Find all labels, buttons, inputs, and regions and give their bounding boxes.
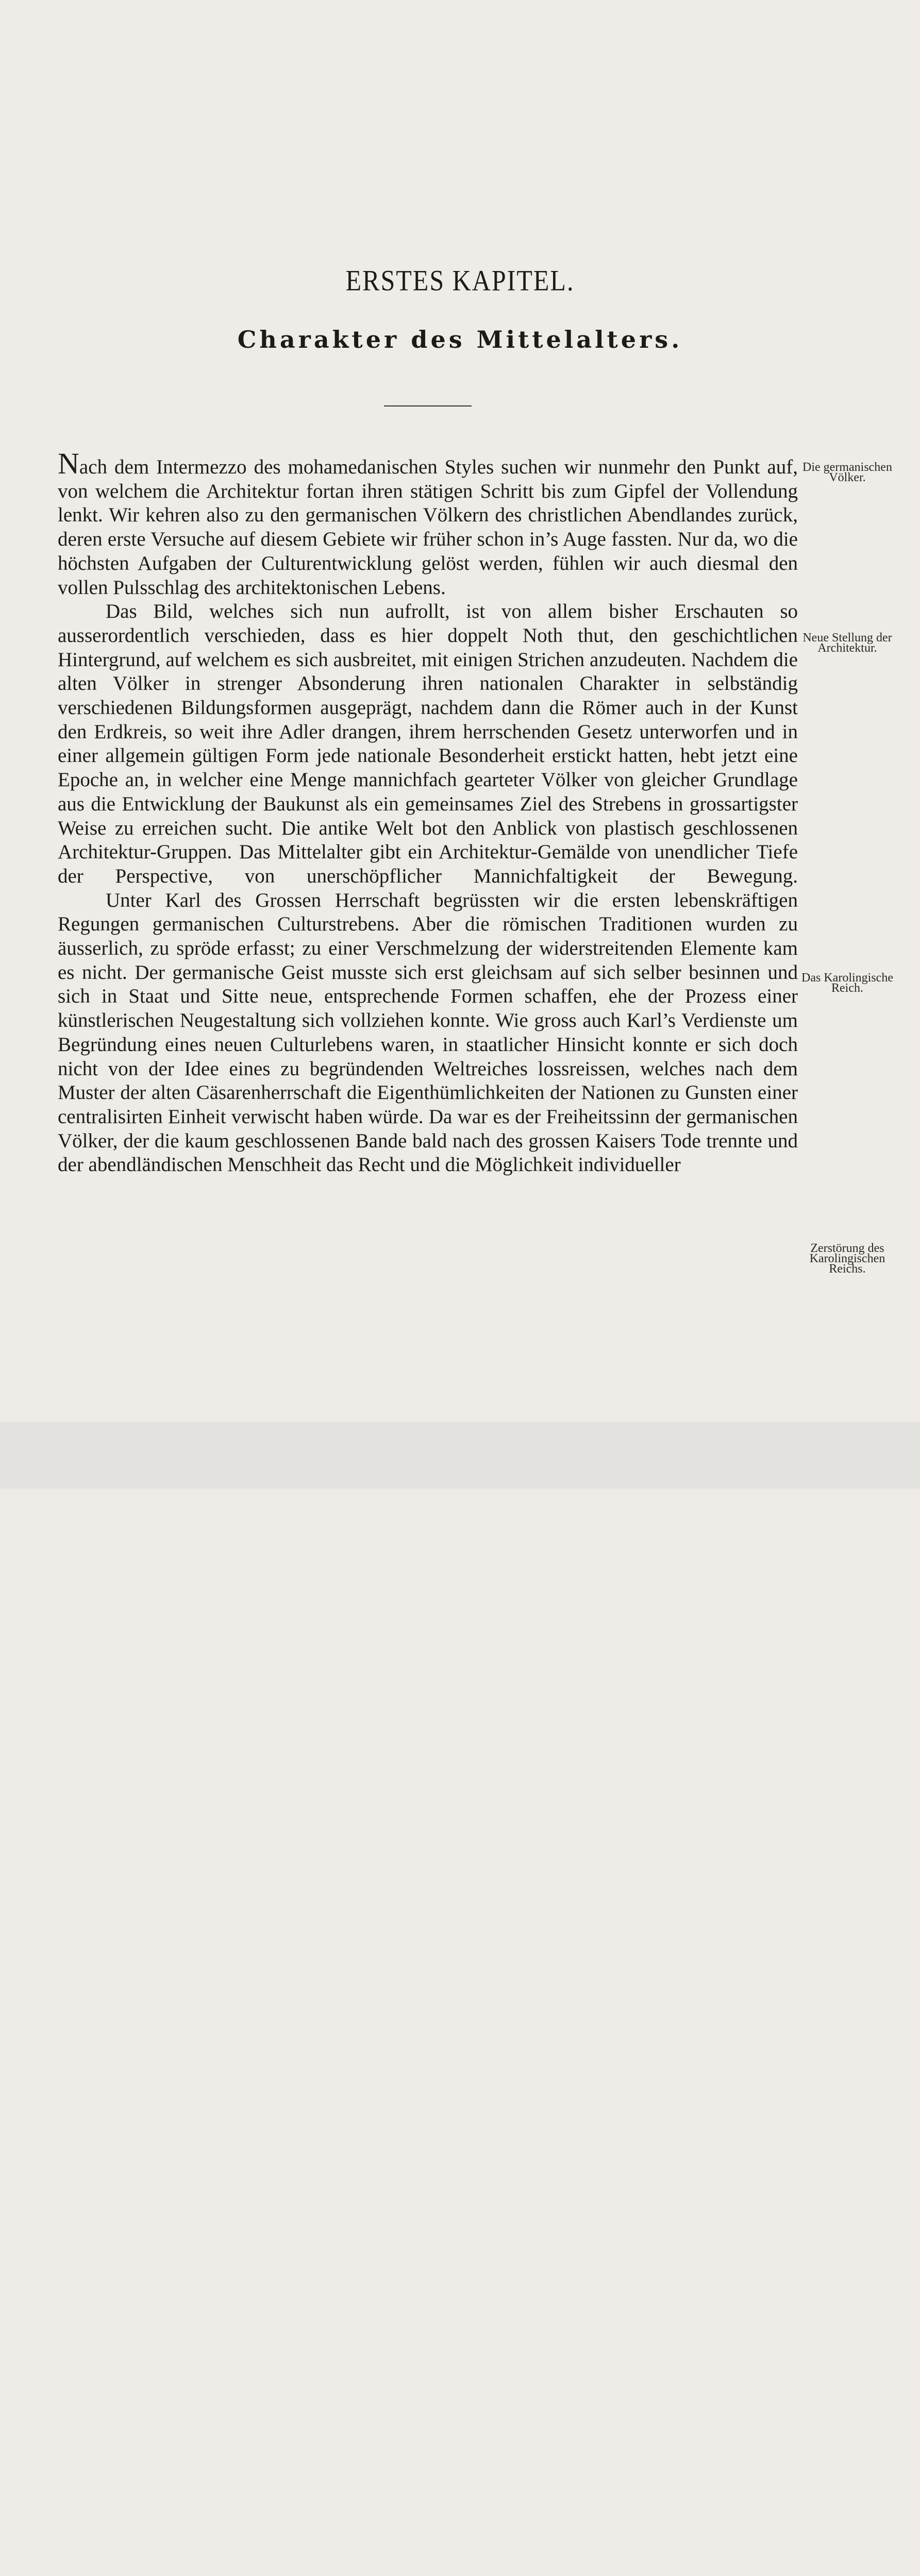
body-text — [58, 447, 798, 1177]
paragraph-2: Das Bild, welches sich nun aufrollt, ist von allem bisher Erschauten so ausserordentlich verschieden, dass es hier doppelt Noth thut, den geschichtlichen Hintergrund, auf welchem es sich ausbreitet, mit einigen Strichen anzudeuten. Nachdem die alten Völker in strenger Absonderung ihren nationalen Charakter in selbständig verschiedenen Bildungsformen ausgeprägt, nachdem dann die Römer auch in der Kunst den Erdkreis, so weit ihre Adler drangen, ihrem herrschenden Gesetz unterworfen und in einer allgemein gültigen Form jede nationale Besonderheit erstickt hatten, hebt jetzt eine Epoche an, in welcher eine Menge mannichfach gearteter Völker von gleicher Grundlage aus die Entwicklung der Baukunst als ein gemeinsames Ziel des Strebens in grossartigster Weise zu erreichen sucht. Die antike Welt bot den Anblick von plastisch geschlossenen Architektur-Gruppen. Das Mittelalter gibt ein Architektur-Gemälde von unendlicher Tiefe der Perspective, von unerschöpflicher Mannichfaltigkeit der Bewegung. — [58, 600, 798, 887]
viewer-footer — [0, 1422, 920, 1488]
paragraph-3: Unter Karl des Grossen Herrschaft begrüssten wir die ersten lebenskräftigen Regungen germanischen Culturstrebens. Aber die römischen Traditionen wurden zu äusserlich, zu spröde erfasst; zu einer Verschmelzung der widerstreitenden Elemente kam es nicht. Der germanische Geist musste sich erst gleichsam auf sich selber besinnen und sich in Staat und Sitte neue, entsprechende Formen schaffen, ehe der Prozess einer künstlerischen Neugestaltung sich vollziehen konnte. Wie gross auch Karl’s Verdienste um Begründung eines neuen Culturlebens waren, in staatlicher Hinsicht konnte er sich doch nicht von der Idee eines zu begründenden Weltreiches lossreissen, welches nach dem Muster der alten Cäsarenherrschaft die Eigenthümlichkeiten der Nationen zu Gunsten einer centralisirten Einheit verwischt haben würde. Da war es der Freiheitssinn der germanischen Völker, der die kaum geschlossenen Bande bald nach des grossen Kaisers Tode trennte und der abendländischen Menschheit das Recht und die Möglichkeit individueller — [58, 889, 798, 1176]
drop-cap: N — [58, 447, 79, 480]
paragraph-1 — [58, 447, 798, 600]
margin-note-carolingian-empire: Das Karolingische Reich. — [801, 971, 893, 995]
margin-note-germanic-peoples: Die germanischen Völker. — [802, 461, 892, 484]
title-divider — [384, 405, 472, 406]
chapter-subtitle: Charakter des Mittelalters. — [237, 326, 683, 353]
margin-note-destruction: Zerstörung des Karolingischen Reichs. — [809, 1242, 885, 1276]
margin-note-architecture: Neue Stellung der Architektur. — [802, 631, 892, 655]
paragraph-1-text: ach dem Intermezzo des mohamedanischen Styles suchen wir nunmehr den Punkt auf, von welchem die Architektur fortan ihren stätigen Schritt bis zum Gipfel der Vollendung lenkt. Wir kehren also zu den germanischen Völkern des christlichen Abendlandes zurück, deren erste Versuche auf diesem Gebiete wir früher schon in’s Auge fassten. Nur da, wo die höchsten Aufgaben der Culturentwicklung gelöst werden, fühlen wir auch diesmal den vollen Pulsschlag des architektonischen Lebens. — [58, 456, 798, 599]
chapter-title: ERSTES KAPITEL. — [345, 263, 575, 297]
